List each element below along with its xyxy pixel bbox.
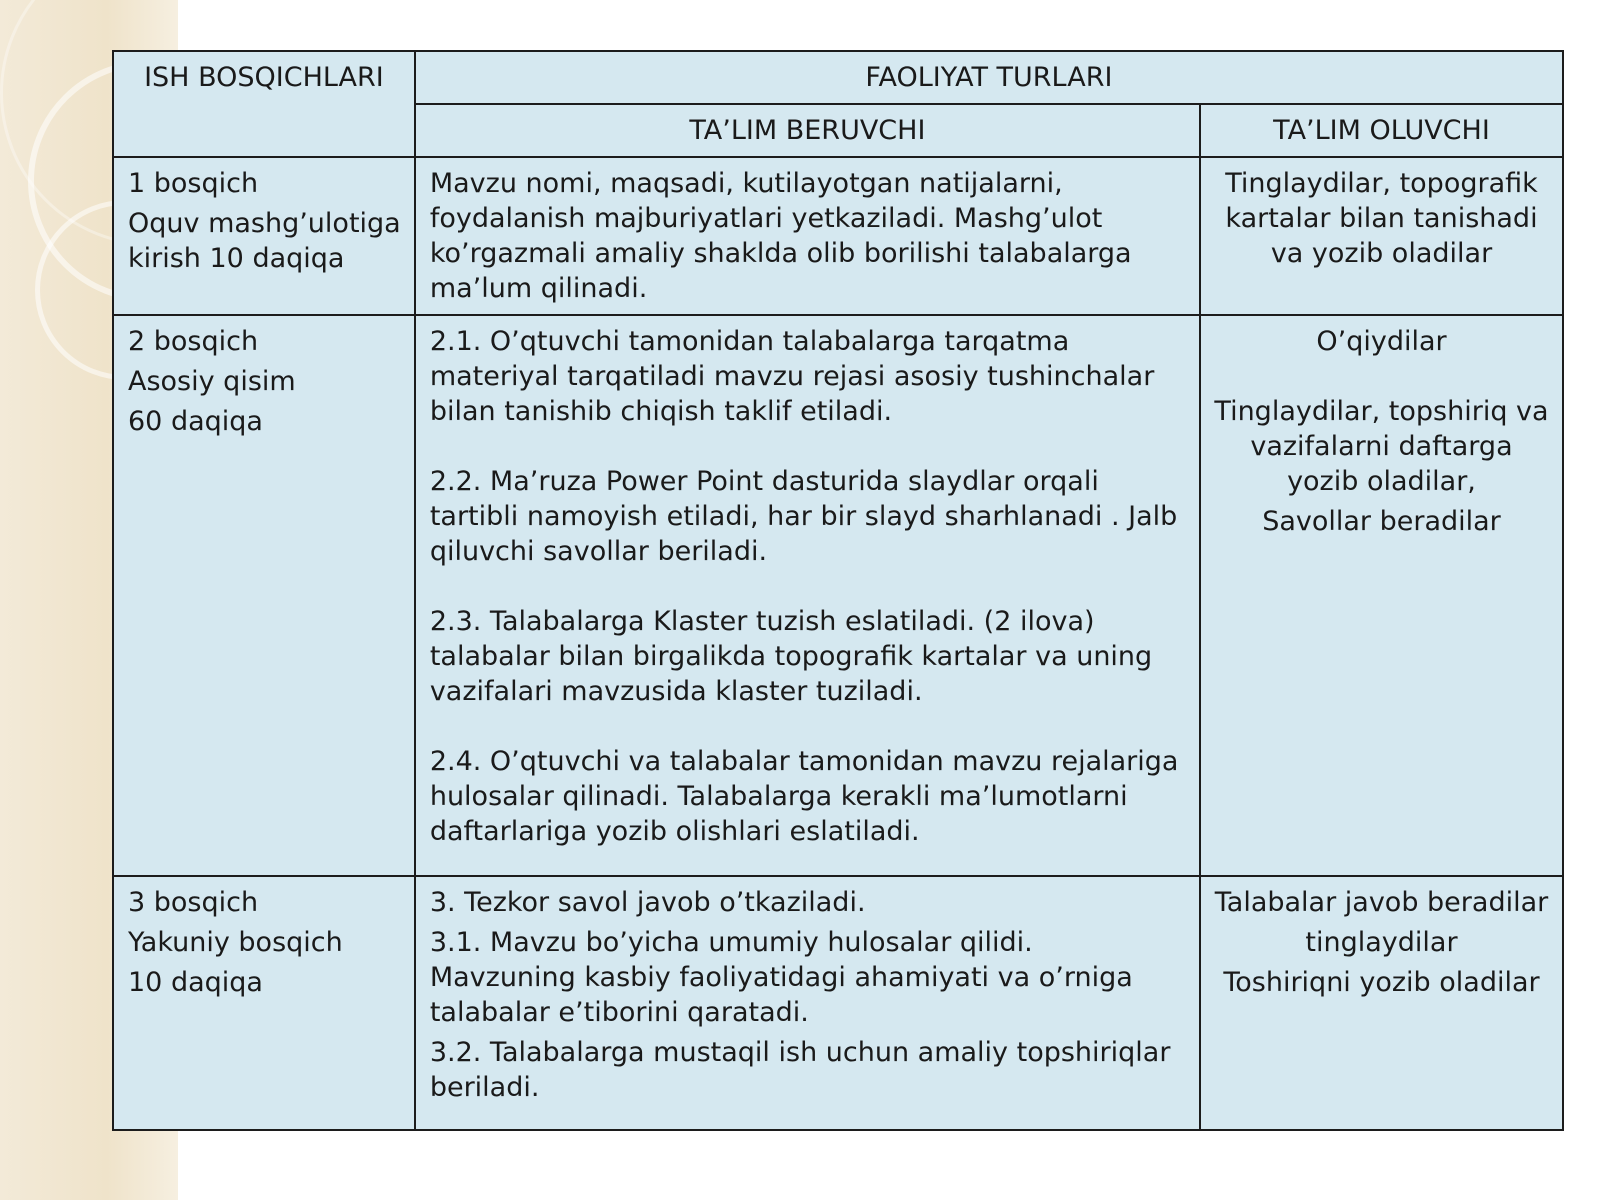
teacher-activity: Mavzu nomi, maqsadi, kutilayotgan natijalarni, foydalanish majburiyatlari yetkaziladi. Mashg’ulot ko’rgazmali amaliy shaklda olib borilishi talabalarga ma’lum qilinadi. xyxy=(429,168,1132,304)
activities-header: FAOLIYAT TURLARI xyxy=(415,51,1563,104)
student-activity: O’qiydilar xyxy=(1316,326,1447,357)
teacher-activity-cell xyxy=(415,315,1200,876)
student-header: TA’LIM OLUVCHI xyxy=(1200,104,1563,157)
student-activity: Savollar beradilar xyxy=(1262,506,1501,537)
teacher-activity: 2.2. Ma’ruza Power Point dasturida slaydlar orqali tartibli namoyish etiladi, har bir slayd sharhlanadi . Jalb qiluvchi savollar beriladi. xyxy=(429,466,1178,567)
teacher-activity: 2.3. Talabalarga Klaster tuzish eslatiladi. (2 ilova) talabalar bilan birgalikda topografik kartalar va uning vazifalari mavzusida klaster tuziladi. xyxy=(429,606,1153,707)
stage-duration: 10 daqiqa xyxy=(128,967,263,998)
stage-number: 1 bosqich xyxy=(128,168,259,199)
teacher-activity-cell xyxy=(415,157,1200,315)
stage-description: Yakuniy bosqich xyxy=(128,927,343,958)
stage-cell xyxy=(113,157,415,315)
header-row xyxy=(113,51,1563,104)
teacher-activity: 3.2. Talabalarga mustaqil ish uchun amaliy topshiriqlar beriladi. xyxy=(429,1037,1171,1103)
teacher-activity: 2.1. O’qtuvchi tamonidan talabalarga tarqatma materiyal tarqatiladi mavzu rejasi asosiy tushinchalar bilan tanishib chiqish taklif etiladi. xyxy=(429,326,1155,427)
table-row xyxy=(113,876,1563,1130)
student-activity: Toshiriqni yozib oladilar xyxy=(1223,967,1540,998)
teacher-activity-cell xyxy=(415,876,1200,1130)
student-activity: Talabalar javob beradilar xyxy=(1214,887,1549,918)
stage-number: 3 bosqich xyxy=(128,887,259,918)
table-row xyxy=(113,315,1563,876)
stages-header: ISH BOSQICHLARI xyxy=(113,51,415,157)
student-activity: Tinglaydilar, topshiriq va vazifalarni daftarga yozib oladilar, xyxy=(1214,396,1549,497)
student-activity: Tinglaydilar, topografik kartalar bilan tanishadi va yozib oladilar xyxy=(1225,168,1538,269)
table-row xyxy=(113,157,1563,315)
stage-description: Asosiy qisim xyxy=(128,366,296,397)
student-activity-cell xyxy=(1200,157,1563,315)
student-activity-cell xyxy=(1200,315,1563,876)
stage-duration: 60 daqiqa xyxy=(128,406,263,437)
teacher-header: TA’LIM BERUVCHI xyxy=(415,104,1200,157)
stage-description: Oquv mashg’ulotiga kirish 10 daqiqa xyxy=(128,208,401,274)
stage-cell xyxy=(113,315,415,876)
lesson-plan-table xyxy=(112,50,1564,1131)
stage-cell xyxy=(113,876,415,1130)
student-activity-cell xyxy=(1200,876,1563,1130)
stage-number: 2 bosqich xyxy=(128,326,259,357)
teacher-activity: 3.1. Mavzu bo’yicha umumiy hulosalar qilidi. Mavzuning kasbiy faoliyatidagi ahamiyati va o’rniga talabalar e’tiborini qaratadi. xyxy=(429,927,1133,1028)
teacher-activity: 3. Tezkor savol javob o’tkaziladi. xyxy=(429,887,866,918)
student-activity: tinglaydilar xyxy=(1305,927,1458,958)
teacher-activity: 2.4. O’qtuvchi va talabalar tamonidan mavzu rejalariga hulosalar qilinadi. Talabalarga kerakli ma’lumotlarni daftarlariga yozib olishlari eslatiladi. xyxy=(429,746,1179,847)
